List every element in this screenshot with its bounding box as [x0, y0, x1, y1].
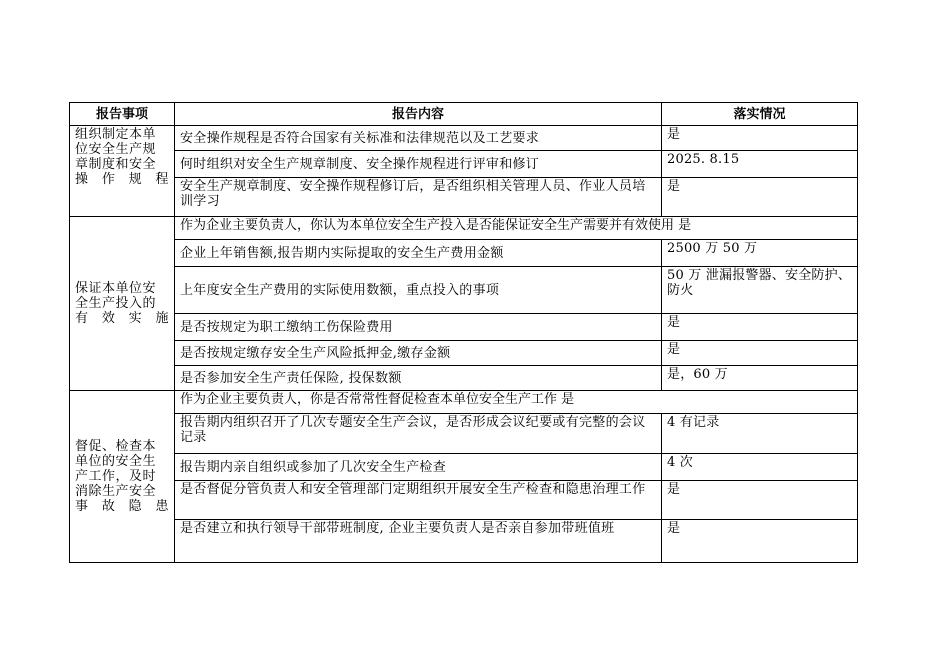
header-row	[70, 103, 858, 126]
status-cell: 是	[662, 178, 858, 217]
status-cell: 4 次	[662, 454, 858, 481]
table-row	[70, 366, 858, 391]
status-cell: 4 有记录	[662, 414, 858, 454]
content-cell: 是否建立和执行领导干部带班制度, 企业主要负责人是否亲自参加带班值班	[175, 520, 662, 563]
status-cell: 是	[662, 481, 858, 520]
status-cell: 是	[662, 341, 858, 366]
table-row	[70, 391, 858, 414]
status-cell: 2025. 8.15	[662, 151, 858, 178]
content-cell: 是否按规定缴存安全生产风险抵押金,缴存金额	[175, 341, 662, 366]
table-row	[70, 520, 858, 563]
section-headline: 作为企业主要负责人，你认为本单位安全生产投入是否能保证安全生产需要并有效使用 是	[175, 217, 858, 240]
content-cell: 上年度安全生产费用的实际使用数额，重点投入的事项	[175, 267, 662, 314]
table-row	[70, 151, 858, 178]
table-row	[70, 126, 858, 151]
header-content: 报告内容	[175, 103, 662, 126]
table-row	[70, 481, 858, 520]
content-cell: 是否督促分管负责人和安全管理部门定期组织开展安全生产检查和隐患治理工作	[175, 481, 662, 520]
status-cell: 是	[662, 314, 858, 341]
table-row	[70, 267, 858, 314]
section-headline: 作为企业主要负责人，你是否常常性督促检查本单位安全生产工作 是	[175, 391, 858, 414]
content-cell: 是否参加安全生产责任保险, 投保数额	[175, 366, 662, 391]
table-row	[70, 314, 858, 341]
status-cell: 2500 万 50 万	[662, 240, 858, 267]
status-cell: 是	[662, 520, 858, 563]
status-cell: 50 万 泄漏报警器、安全防护、防火	[662, 267, 858, 314]
category-cell: 组织制定本单位安全生产规章制度和安全操作规程	[70, 126, 175, 217]
report-table	[69, 102, 858, 563]
content-cell: 何时组织对安全生产规章制度、安全操作规程进行评审和修订	[175, 151, 662, 178]
content-cell: 报告期内亲自组织或参加了几次安全生产检查	[175, 454, 662, 481]
content-cell: 安全操作规程是否符合国家有关标准和法律规范以及工艺要求	[175, 126, 662, 151]
status-cell: 是，60 万	[662, 366, 858, 391]
category-cell: 督促、检查本单位的安全生产工作，及时消除生产安全事故隐患	[70, 391, 175, 563]
category-cell: 保证本单位安全生产投入的有效实施	[70, 217, 175, 391]
status-cell: 是	[662, 126, 858, 151]
header-item: 报告事项	[70, 103, 175, 126]
table-row	[70, 414, 858, 454]
header-status: 落实情况	[662, 103, 858, 126]
table-row	[70, 178, 858, 217]
content-cell: 企业上年销售额,报告期内实际提取的安全生产费用金额	[175, 240, 662, 267]
table-row	[70, 240, 858, 267]
content-cell: 是否按规定为职工缴纳工伤保险费用	[175, 314, 662, 341]
table-row	[70, 341, 858, 366]
content-cell: 安全生产规章制度、安全操作规程修订后，是否组织相关管理人员、作业人员培训学习	[175, 178, 662, 217]
table-row	[70, 217, 858, 240]
table-row	[70, 454, 858, 481]
content-cell: 报告期内组织召开了几次专题安全生产会议，是否形成会议纪要或有完整的会议记录	[175, 414, 662, 454]
